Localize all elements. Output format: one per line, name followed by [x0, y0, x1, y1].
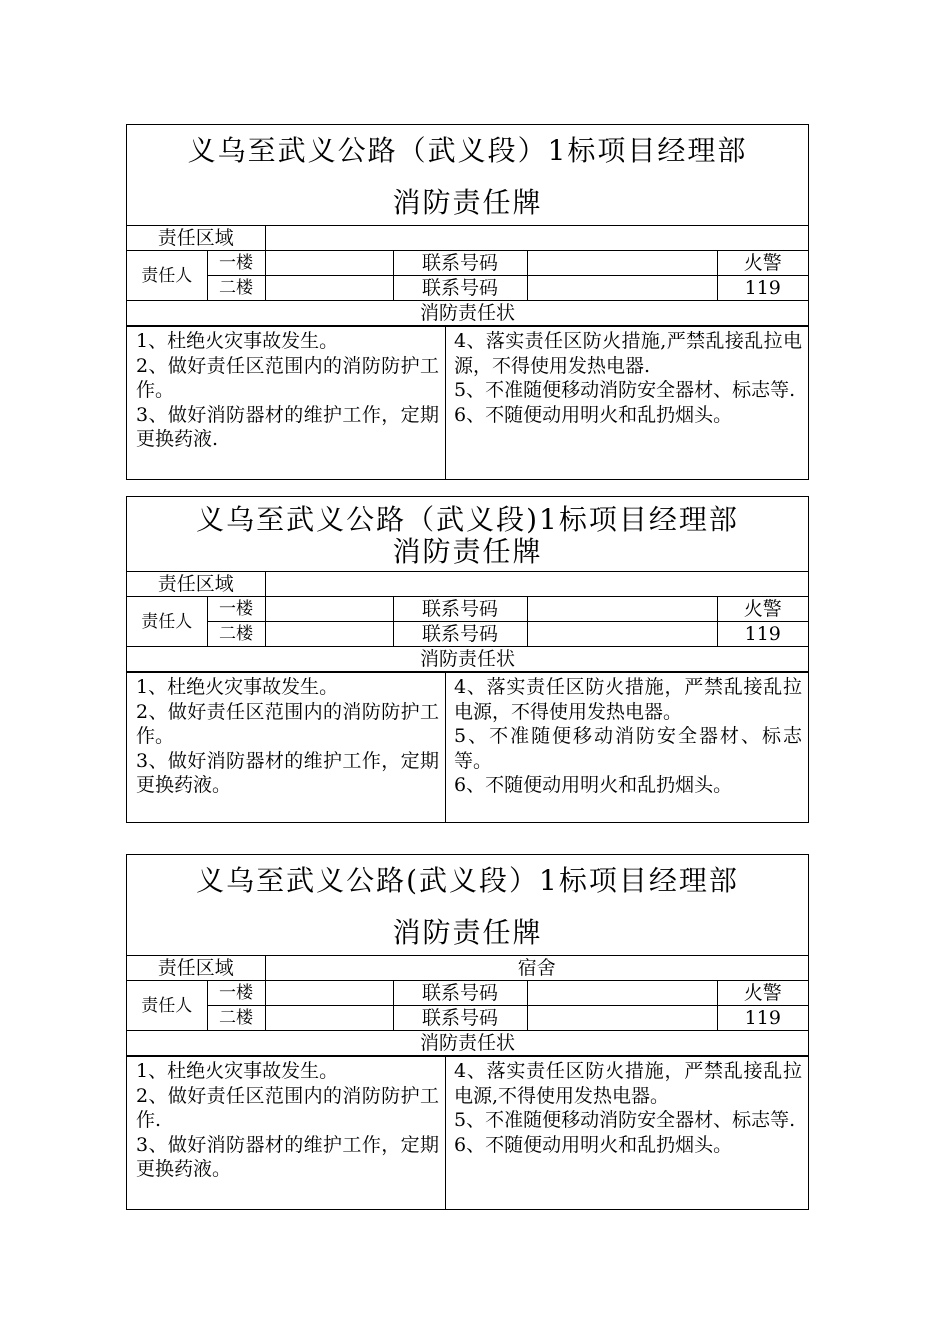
- person-label: 责任人: [127, 597, 207, 647]
- floor-2-person: [265, 276, 393, 301]
- area-value: 宿舍: [265, 956, 808, 981]
- person-label: 责任人: [127, 981, 207, 1031]
- area-label: 责任区域: [127, 226, 265, 251]
- fire-label: 火警: [717, 251, 808, 276]
- card-subtitle: 消防责任牌: [392, 535, 543, 568]
- duty-item: 2、做好责任区范围内的消防防护工作。: [136, 700, 439, 747]
- floor-1-contact: [527, 597, 717, 622]
- duty-item: 6、不随便动用明火和乱扔烟头。: [454, 1133, 733, 1156]
- duty-item: 5、不准随便移动消防安全器材、标志等.: [454, 1109, 796, 1131]
- contact-label: 联系号码: [393, 597, 527, 622]
- floor-2-contact: [527, 622, 717, 647]
- duty-header: 消防责任状: [127, 1031, 808, 1056]
- duty-item: 5、不准随便移动消防安全器材、标志等。: [454, 725, 802, 772]
- duty-header: 消防责任状: [127, 647, 808, 672]
- duty-body: [127, 672, 808, 822]
- fire-responsibility-card-2: [126, 496, 809, 823]
- duty-item: 1、杜绝火灾事故发生。: [136, 330, 339, 352]
- duty-item: 1、杜绝火灾事故发生。: [136, 676, 339, 698]
- floor-1-contact: [527, 251, 717, 276]
- duty-body: [127, 326, 808, 479]
- responsibility-table: [127, 226, 808, 326]
- fire-number: 119: [717, 276, 808, 301]
- floor-1-label: 一楼: [207, 597, 265, 622]
- floor-2-contact: [527, 276, 717, 301]
- floor-1-label: 一楼: [207, 251, 265, 276]
- fire-number: 119: [717, 1006, 808, 1031]
- floor-1-person: [265, 981, 393, 1006]
- contact-label: 联系号码: [393, 251, 527, 276]
- floor-2-label: 二楼: [207, 276, 265, 301]
- floor-2-contact: [527, 1006, 717, 1031]
- area-label: 责任区域: [127, 572, 265, 597]
- person-label: 责任人: [127, 251, 207, 301]
- duty-item: 6、不随便动用明火和乱扔烟头。: [454, 403, 733, 426]
- contact-label: 联系号码: [393, 981, 527, 1006]
- fire-number: 119: [717, 622, 808, 647]
- card-title-block: [127, 125, 808, 226]
- duty-left-column: [127, 673, 446, 822]
- duty-item: 6、不随便动用明火和乱扔烟头。: [454, 774, 733, 796]
- duty-header: 消防责任状: [127, 301, 808, 326]
- duty-body: [127, 1056, 808, 1209]
- area-label: 责任区域: [127, 956, 265, 981]
- floor-2-label: 二楼: [207, 1006, 265, 1031]
- duty-item: 3、做好消防器材的维护工作，定期更换药液。: [136, 1133, 439, 1180]
- card-title: 义乌至武义公路（武义段）1标项目经理部: [187, 134, 748, 167]
- duty-right-column: [446, 327, 808, 479]
- duty-item: 2、做好责任区范围内的消防防护工作。: [136, 354, 439, 401]
- duty-item: 3、做好消防器材的维护工作，定期更换药液。: [136, 749, 439, 796]
- duty-item: 3、做好消防器材的维护工作，定期更换药液.: [136, 403, 439, 450]
- fire-label: 火警: [717, 981, 808, 1006]
- duty-item: 1、杜绝火灾事故发生。: [136, 1060, 339, 1082]
- card-title: 义乌至武义公路(武义段）1标项目经理部: [196, 864, 739, 897]
- duty-right-column: [446, 1057, 808, 1209]
- card-title-block: [127, 855, 808, 956]
- contact-label: 联系号码: [393, 622, 527, 647]
- card-title: 义乌至武义公路（武义段)1标项目经理部: [196, 503, 739, 536]
- area-value: [265, 572, 808, 597]
- duty-item: 4、落实责任区防火措施，严禁乱接乱拉电源,不得使用发热电器。: [454, 1060, 802, 1107]
- duty-left-column: [127, 327, 446, 479]
- floor-1-contact: [527, 981, 717, 1006]
- fire-responsibility-card-3: [126, 854, 809, 1210]
- floor-2-person: [265, 1006, 393, 1031]
- card-subtitle: 消防责任牌: [392, 916, 543, 949]
- duty-left-column: [127, 1057, 446, 1209]
- floor-1-label: 一楼: [207, 981, 265, 1006]
- floor-1-person: [265, 251, 393, 276]
- floor-1-person: [265, 597, 393, 622]
- responsibility-table: [127, 572, 808, 672]
- duty-item: 2、做好责任区范围内的消防防护工作.: [136, 1084, 439, 1131]
- card-subtitle: 消防责任牌: [392, 186, 543, 219]
- area-value: [265, 226, 808, 251]
- duty-item: 5、不准随便移动消防安全器材、标志等.: [454, 379, 796, 401]
- card-title-block: [127, 497, 808, 572]
- fire-responsibility-card-1: [126, 124, 809, 480]
- contact-label: 联系号码: [393, 1006, 527, 1031]
- duty-item: 4、落实责任区防火措施，严禁乱接乱拉电源，不得使用发热电器。: [454, 676, 802, 723]
- fire-label: 火警: [717, 597, 808, 622]
- floor-2-person: [265, 622, 393, 647]
- floor-2-label: 二楼: [207, 622, 265, 647]
- responsibility-table: [127, 956, 808, 1056]
- duty-item: 4、落实责任区防火措施,严禁乱接乱拉电源，不得使用发热电器.: [454, 330, 802, 377]
- duty-right-column: [446, 673, 808, 822]
- contact-label: 联系号码: [393, 276, 527, 301]
